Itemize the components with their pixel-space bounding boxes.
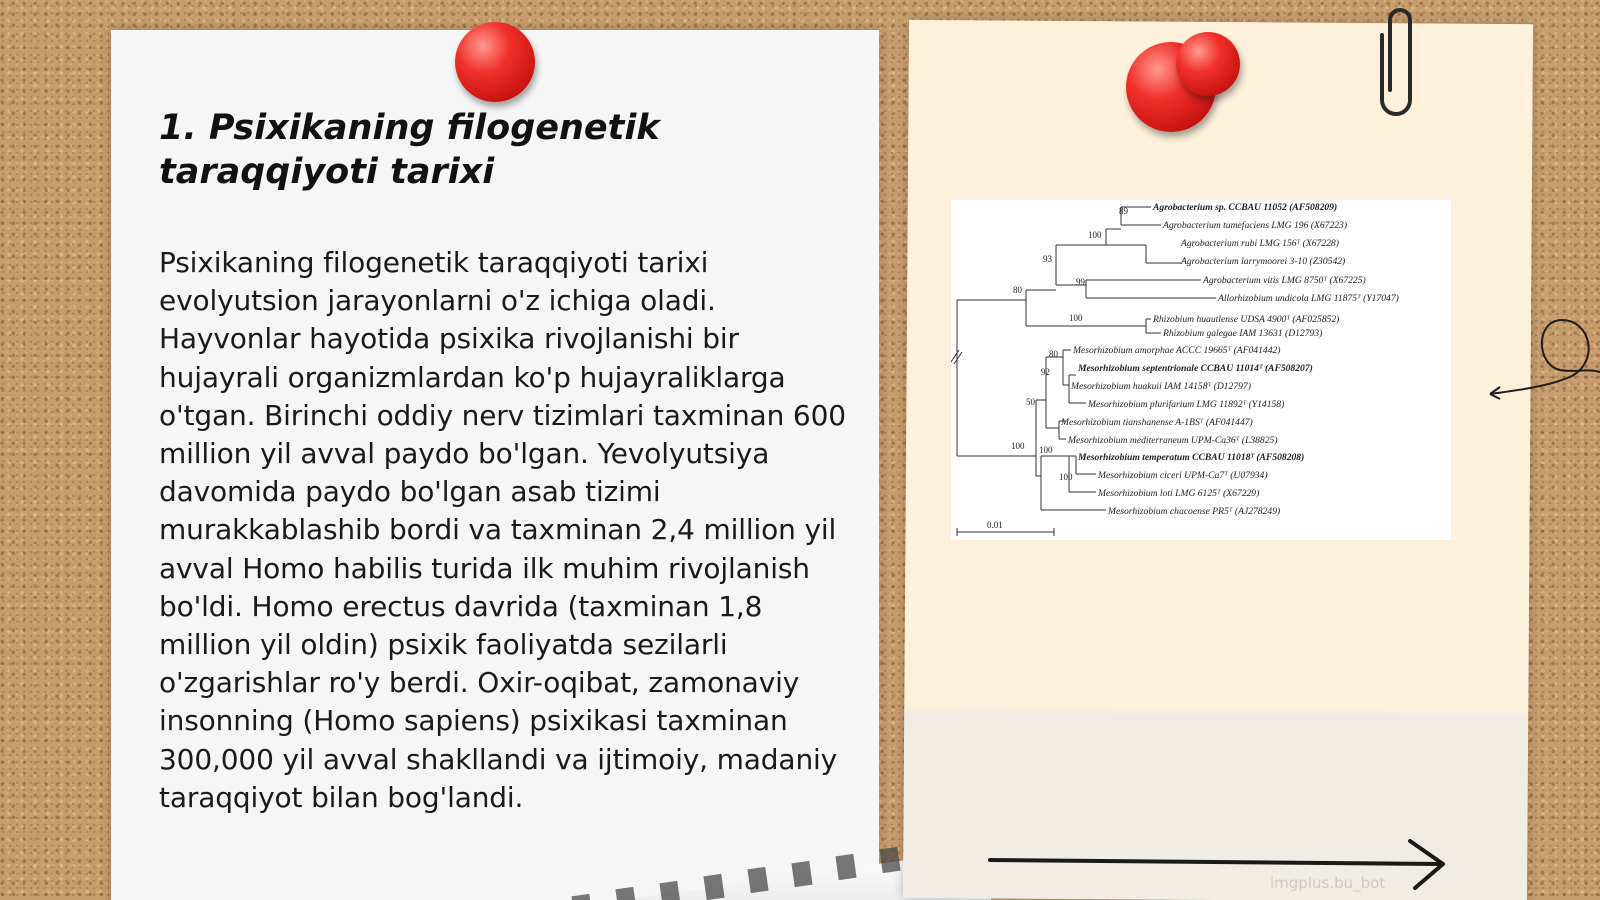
note-card	[111, 30, 879, 900]
bootstrap-label: 100	[1059, 472, 1073, 482]
bootstrap-label: 80	[1013, 285, 1022, 295]
scale-bar-label: 0.01	[987, 520, 1003, 530]
taxon-label: Mesorhizobium ciceri UPM-Ca7ᵀ (U07934)	[1098, 470, 1268, 481]
phylogenetic-tree-image	[951, 200, 1451, 540]
taxon-label: Mesorhizobium septentrionale CCBAU 11014ᵀ (AF508207)	[1078, 363, 1313, 374]
taxon-label: Mesorhizobium tianshanense A-1BSᵀ (AF041447)	[1061, 417, 1253, 428]
taxon-label: Rhizobium galegae IAM 13631 (D12793)	[1163, 328, 1323, 339]
taxon-label: Allorhizobium undicola LMG 11875ᵀ (Y17047)	[1218, 293, 1399, 304]
taxon-label: Agrobacterium larrymoorei 3-10 (Z30542)	[1181, 256, 1346, 267]
watermark-text: imgplus.bu_bot	[1270, 874, 1386, 892]
taxon-label: Mesorhizobium mediterraneum UPM-Ca36ᵀ (L38825)	[1068, 435, 1278, 446]
bootstrap-label: 93	[1043, 254, 1052, 264]
note-title: 1. Psixikaning filogenetik taraqqiyoti tarixi	[159, 108, 660, 192]
bootstrap-label: 50	[1026, 397, 1035, 407]
bootstrap-label: 100	[1011, 441, 1025, 451]
push-pin-icon	[1176, 32, 1240, 96]
taxon-label: Mesorhizobium huakuii IAM 14158ᵀ (D12797)	[1071, 381, 1251, 392]
push-pin-icon	[455, 22, 535, 102]
taxon-label: Agrobacterium sp. CCBAU 11052 (AF508209)	[1153, 202, 1338, 213]
taxon-label: Rhizobium huautlense UDSA 4900ᵀ (AF025852)	[1153, 314, 1340, 325]
bootstrap-label: 99	[1076, 277, 1085, 287]
bootstrap-label: 80	[1049, 349, 1058, 359]
taxon-label: Agrobacterium vitis LMG 8750ᵀ (X67225)	[1203, 275, 1366, 286]
taxon-label: Mesorhizobium amorphae ACCC 19665ᵀ (AF041442)	[1073, 345, 1281, 356]
phylogenetic-tree	[951, 200, 1451, 540]
note-body: Psixikaning filogenetik taraqqiyoti tarixi evolyutsion jarayonlarni o'z ichiga oladi. Hayvonlar hayotida psixika rivojlanishi bir hujayrali organizmlardan ko'p hujayraliklarga o'tgan. Birinchi oddiy nerv tizimlari taxminan 600 million yil avval paydo bo'lgan. Yevolyutsiya davomida paydo bo'lgan asab tizimi murakkablashib bordi va taxminan 2,4 million yil avval Homo habilis turida ilk muhim rivojlanish bo'ldi. Homo erectus davrida (taxminan 1,8 million yil oldin) psixik faoliyatda sezilarli o'zgarishlar ro'y berdi. Oxir-oqibat, zamonaviy insonning (Homo sapiens) psixikasi taxminan 300,000 yil avval shakllandi va ijtimoiy, madaniy taraqqiyot bilan bog'landi.	[159, 246, 846, 814]
taxon-label: Mesorhizobium chacoense PR5ᵀ (AJ278249)	[1108, 506, 1281, 517]
bootstrap-label: 100	[1039, 445, 1053, 455]
taxon-label: Agrobacterium tumefaciens LMG 196 (X67223)	[1163, 220, 1348, 231]
taxon-label: Agrobacterium rubi LMG 156ᵀ (X67228)	[1181, 238, 1339, 249]
bootstrap-label: 100	[1088, 230, 1102, 240]
bootstrap-label: 92	[1041, 367, 1050, 377]
paper-clip-icon	[1378, 0, 1422, 125]
bootstrap-label: 100	[1069, 313, 1083, 323]
taxon-label: Mesorhizobium temperatum CCBAU 11018ᵀ (AF508208)	[1078, 452, 1305, 463]
bootstrap-label: 89	[1119, 206, 1128, 216]
taxon-label: Mesorhizobium plurifarium LMG 11892ᵀ (Y14158)	[1088, 399, 1285, 410]
taxon-label: Mesorhizobium loti LMG 6125ᵀ (X67229)	[1098, 488, 1260, 499]
scribble-doodle	[1480, 310, 1600, 410]
